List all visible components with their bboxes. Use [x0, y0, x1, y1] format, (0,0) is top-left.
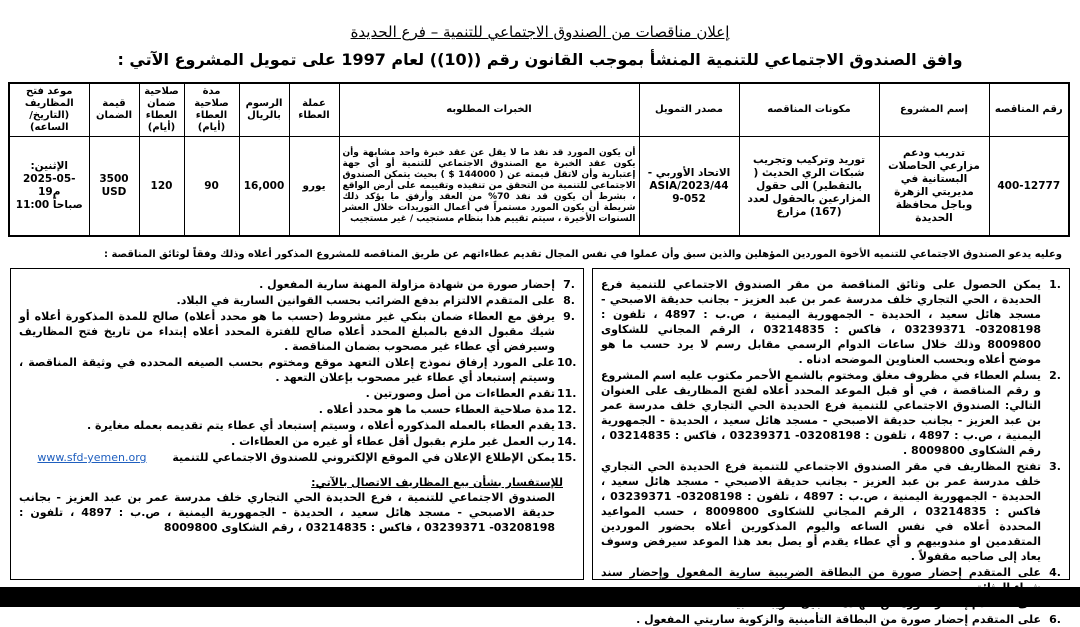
item-number: 11. — [557, 387, 577, 400]
header-opening-date: موعد فتح المظاريف (التاريخ/الساعه) — [9, 83, 89, 137]
list-item — [19, 355, 575, 385]
opening-day: الإثنين: — [30, 160, 69, 172]
item-text: إحضار صورة من شهادة مزاولة المهنة سارية المفعول . — [259, 278, 555, 291]
funding-source-line: 9-052 — [672, 192, 706, 205]
cell-guarantee-validity: 120 — [139, 137, 184, 237]
cell-bid-validity: 90 — [184, 137, 239, 237]
header-bid-currency: عملة العطاء — [289, 83, 339, 137]
contact-section — [19, 475, 575, 535]
header-fees: الرسوم بالريال — [239, 83, 289, 137]
item-number: 14. — [557, 435, 577, 448]
list-item — [19, 418, 575, 433]
item-number: 6. — [1049, 613, 1061, 626]
cell-components: توريد وتركيب وتجريب شبكات الري الحديث ( بالتقطير) الى حقول المزارعين بالحقول لعدد (167) مزارع — [739, 137, 879, 237]
header-bid-validity: مدة صلاحية العطاء (أيام) — [184, 83, 239, 137]
header-guarantee-value: قيمة الضمان — [89, 83, 139, 137]
conditions-box-left — [10, 268, 584, 580]
item-text: يمكن الحصول على وثائق المناقصة من مقر الصندوق الاجتماعي للتنمية فرع الحديدة ، الحي التجاري خلف مدرسة عمر بن عبد العزيز - بجانب حديقة الاصبحي - مسجد هائل سعيد ، الحديدة - الجمهورية اليمنية ، ص.ب : 4897 ، تلفون : 03208198- 03239371 ، فاكس : 03214835 ، الرقم المجاني للشكاوى 8009800 وذلك خلال ساعات الدوام الرسمي مقابل رسم لا يرد حسب ما هو موضح أعلاه وبحسب العناوين الموضحه ادناه . — [601, 278, 1041, 366]
header-project-name: إسم المشروع — [879, 83, 989, 137]
website-link[interactable]: www.sfd-yemen.org — [37, 451, 147, 464]
header-tender-number: رقم المناقصه — [989, 83, 1069, 137]
item-text: تقدم العطاءات من أصل وصورتين . — [365, 387, 555, 400]
list-item — [601, 612, 1061, 627]
item-number: 10. — [557, 356, 577, 369]
list-item — [19, 386, 575, 401]
bottom-black-bar — [0, 587, 1080, 607]
item-text: يسلم العطاء في مظروف مغلق ومختوم بالشمع الأحمر مكتوب عليه اسم المشروع و رقم المناقصة ، في أو قبل الموعد المحدد أعلاه لفتح المظاريف على العنوان التالي: الصندوق الاجتماعي للتنمية فرع الحديدة الحي التجاري خلف مدرسة عمر بن عبد العزيز - بجانب حديقة الاصبحي - مسجد هائل سعيد ، الحديدة - الجمهورية اليمنية ، ص.ب : 4897 ، تلفون : 03208198- 03239371 ، فاكس : 03214835 ، رقم الشكاوى 8009800 . — [601, 369, 1041, 457]
item-text: على المتقدم إحضار صورة من البطاقة التأمينية والزكوية ساريتي المفعول . — [636, 613, 1041, 626]
item-number: 3. — [1049, 460, 1061, 473]
cell-required-experience: أن يكون المورد قد نفذ ما لا يقل عن عقد خبرة واحد مشابهة وأن يكون عقد الخبرة مع الصندوق الاجتماعي للتنمية أو أي جهة إعتبارية وأن لاتقل قيمته عن ( 144000 $ ) بحيث يتمكن الصندوق الاجتماعي للتنمية من التحقق من تنفيذه وتقييمه على أرض الواقع ، بشرط أن يكون قد نفذ 70% من العقد وأرفق ما يؤكد ذلك شريطة أن يكون المورد مستمراً في أعمال التوريدات خلال العشر السنوات الأخيرة ، سيتم تقييم هذا بنظام مستجيب / غير مستجيب — [339, 137, 639, 237]
item-text: تفتح المظاريف في مقر الصندوق الاجتماعي للتنمية فرع الحديدة الحي التجاري خلف مدرسة عمر بن عبد العزيز - بجانب حديقة الاصبحي - مسجد هائل سعيد ، الحديدة - الجمهورية اليمنية ، ص.ب : 4897 ، تلفون : 03208198- 03239371 ، فاكس : 03214835 ، الرقم المجاني للشكاوى 8009800 ، حسب المواعيد المحددة أعلاه في نفس الساعه واليوم المذكورين أعلاه بحضور الموردين المتقدمين او مندوبيهم و أي عطاء يقدم أو يصل بعد هذا الموعد سيرفض وسوف يعاد إلى صاحبه مقفولاً . — [601, 460, 1041, 563]
header-funding-source: مصدر التمويل — [639, 83, 739, 137]
item-number: 2. — [1049, 369, 1061, 382]
item-number: 13. — [557, 419, 577, 432]
item-text: يمكن الإطلاع الإعلان في الموقع الإلكتروني للصندوق الاجتماعي للتنمية — [172, 451, 555, 464]
conditions-section — [10, 268, 1070, 626]
item-text: يرفق مع العطاء ضمان بنكي غير مشروط (حسب ما هو محدد أعلاه) صالح للمدة المذكورة أعلاه أو شيك مقبول الدفع بالمبلغ المحدد أعلاه صالح للفترة المحدد أعلاه إبتداء من تاريخ فتح المظاريف وسيرفض أي عطاء غير مصحوب بضمان المناقصة . — [19, 310, 555, 353]
table-row — [9, 137, 1069, 237]
list-item — [19, 309, 575, 354]
list-item — [601, 368, 1061, 458]
opening-time: 11:00 صباحاً — [15, 199, 83, 211]
list-item — [19, 450, 575, 465]
item-text: مدة صلاحية العطاء حسب ما هو محدد أعلاه . — [318, 403, 555, 416]
cell-guarantee-value: 3500 USD — [89, 137, 139, 237]
contact-heading: للإستفسار بشأن بيع المظاريف الاتصال بالآتي: — [311, 476, 563, 489]
approval-statement: وافق الصندوق الاجتماعي للتنمية المنشأ بموجب القانون رقم ((10)) لعام 1997 على تمويل المشروع الآتي : — [117, 50, 963, 69]
item-number: 9. — [563, 310, 575, 323]
cell-opening-date — [9, 137, 89, 237]
item-number: 4. — [1049, 566, 1061, 579]
item-number: 8. — [563, 294, 575, 307]
list-item — [19, 293, 575, 308]
item-number: 12. — [557, 403, 577, 416]
list-item — [19, 402, 575, 417]
tender-table — [8, 82, 1070, 237]
list-item — [601, 277, 1061, 367]
conditions-box-right — [592, 268, 1070, 626]
funding-source-line: الاتحاد الأوربي - — [647, 166, 731, 179]
list-item — [19, 277, 575, 292]
funding-source-line: ASIA/2023/44 — [649, 179, 729, 192]
item-number: 7. — [563, 278, 575, 291]
item-text: على المتقدم إحضار صورة من البطاقة الضريبية سارية المفعول وإحضار سند — [601, 566, 1041, 579]
cell-bid-currency: يورو — [289, 137, 339, 237]
contact-text: الصندوق الاجتماعي للتنمية ، فرع الحديدة الحي التجاري خلف مدرسة عمر بن عبد العزيز - بجانب حديقة الاصبحي - مسجد هائل سعيد ، الحديدة - الجمهورية اليمنية ، ص.ب : 4897 ، تلفون : 03208198- 03239371 ، فاكس : 03214835 ، رقم الشكاوى 8009800 — [19, 491, 556, 534]
item-text: رب العمل غير ملزم بقبول أقل عطاء أو غيره من العطاءات . — [231, 435, 555, 448]
table-header-row — [9, 83, 1069, 137]
item-text: على المورد إرفاق نموذج إعلان التعهد موقع ومختوم بحسب الصيغه المحدده في وثيقة المناقصة ، وسيتم إستبعاد أي عطاء غير مصحوب بإعلان التعهد . — [19, 356, 555, 384]
item-text: على المتقدم الالتزام بدفع الضرائب بحسب القوانين السارية في البلاد. — [176, 294, 555, 307]
item-number: 1. — [1049, 278, 1061, 291]
item-number: 15. — [557, 451, 577, 464]
cell-funding-source — [639, 137, 739, 237]
list-item — [19, 434, 575, 449]
list-item — [601, 459, 1061, 564]
header-components: مكونات المناقصه — [739, 83, 879, 137]
item-text: يقدم العطاء بالعمله المذكوره أعلاه ، وسيتم إستبعاد أي عطاء يتم تقديمه بعمله مغايرة . — [87, 419, 555, 432]
announcement-title: إعلان مناقصات من الصندوق الاجتماعي للتنمية – فرع الحديدة — [350, 23, 730, 41]
cell-tender-number: 400-12777 — [989, 137, 1069, 237]
header-guarantee-validity: صلاحية ضمان العطاء (أيام) — [139, 83, 184, 137]
invitation-statement: وعليه يدعو الصندوق الاجتماعي للتنميه الأخوة الموردين المؤهلين والذين سبق وأن عملوا في نفس المجال تقديم عطاءاتهم عن طريق المناقصه للمشروع المذكور أعلاه وذلك وفقاً لوثائق المناقصة : — [104, 249, 1062, 260]
opening-date: 2025-05-19م — [22, 173, 76, 198]
cell-fees: 16,000 — [239, 137, 289, 237]
header-required-experience: الخبرات المطلوبه — [339, 83, 639, 137]
cell-project-name: تدريب ودعم مزارعي الحاصلات البستانية في مديريتي الزهرة وباجل محافظة الحديدة — [879, 137, 989, 237]
